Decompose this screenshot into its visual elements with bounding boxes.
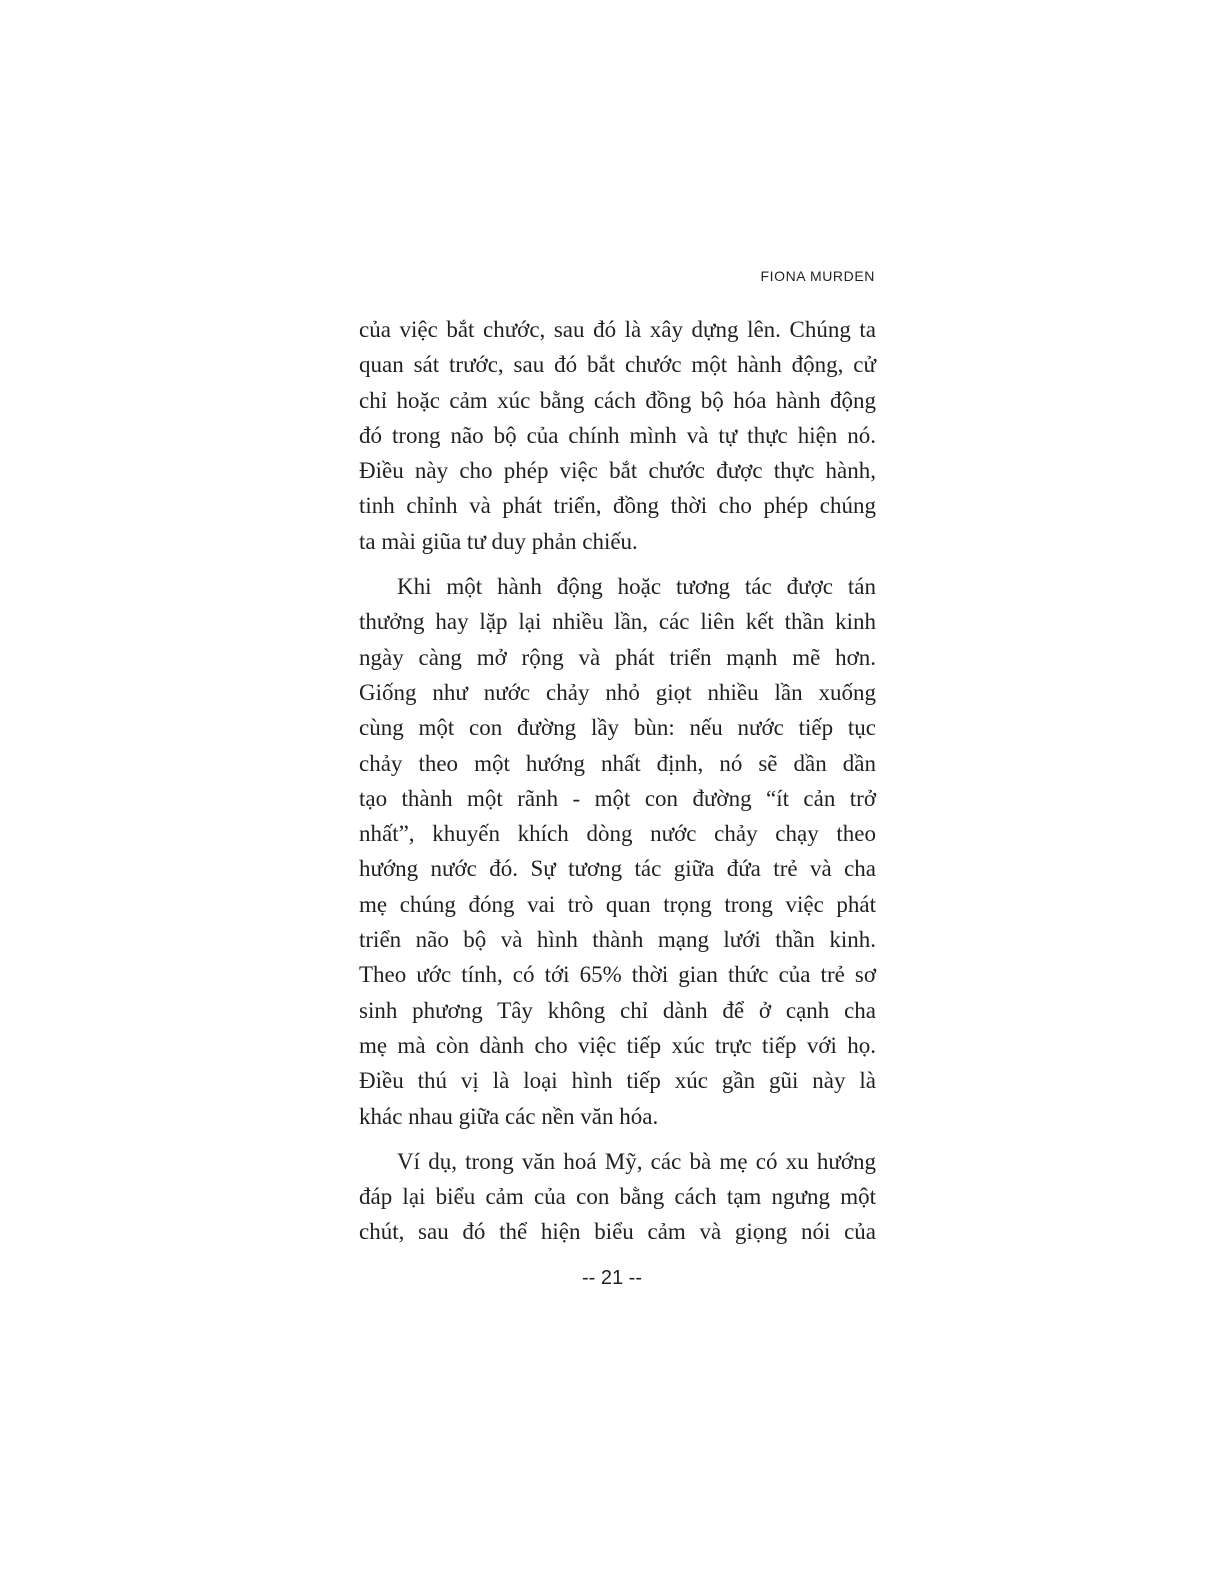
running-header: FIONA MURDEN: [760, 268, 875, 284]
text-line: đó trong não bộ của chính mình và tự thực hiện nó.: [359, 422, 876, 448]
text-line: Điều thú vị là loại hình tiếp xúc gần gũi này là: [359, 1068, 876, 1094]
text-line: hướng nước đó. Sự tương tác giữa đứa trẻ và cha: [359, 856, 876, 882]
text-line: đáp lại biểu cảm của con bằng cách tạm ngưng một: [359, 1184, 876, 1210]
text-line: triển não bộ và hình thành mạng lưới thần kinh.: [359, 927, 876, 953]
text-line: nhất”, khuyến khích dòng nước chảy chạy theo: [359, 821, 876, 847]
text-line: Khi một hành động hoặc tương tác được tán: [397, 574, 876, 600]
text-line: Ví dụ, trong văn hoá Mỹ, các bà mẹ có xu hướng: [397, 1148, 876, 1174]
page-number: -- 21 --: [582, 1267, 642, 1289]
text-line: chỉ hoặc cảm xúc bằng cách đồng bộ hóa hành động: [359, 387, 876, 413]
paragraph: [359, 1144, 876, 1250]
text-line: thưởng hay lặp lại nhiều lần, các liên kết thần kinh: [359, 609, 876, 635]
paragraph: [359, 569, 876, 1134]
text-line: khác nhau giữa các nền văn hóa.: [359, 1103, 659, 1129]
text-line: cùng một con đường lầy bùn: nếu nước tiếp tục: [359, 715, 876, 741]
text-line: Điều này cho phép việc bắt chước được thực hành,: [359, 458, 876, 484]
body-text: [359, 312, 876, 1250]
paragraph: [359, 312, 876, 559]
text-line: sinh phương Tây không chỉ dành để ở cạnh cha: [359, 997, 876, 1023]
text-line: Giống như nước chảy nhỏ giọt nhiều lần xuống: [359, 679, 876, 705]
text-line: của việc bắt chước, sau đó là xây dựng lên. Chúng ta: [359, 317, 876, 342]
text-line: tinh chỉnh và phát triển, đồng thời cho phép chúng: [359, 493, 876, 519]
text-line: quan sát trước, sau đó bắt chước một hành động, cử: [359, 352, 876, 378]
text-line: mẹ mà còn dành cho việc tiếp xúc trực tiếp với họ.: [359, 1032, 876, 1058]
text-line: ta mài giũa tư duy phản chiếu.: [359, 528, 638, 554]
text-line: chảy theo một hướng nhất định, nó sẽ dần dần: [359, 750, 876, 776]
text-line: Theo ước tính, có tới 65% thời gian thức của trẻ sơ: [359, 962, 876, 988]
text-line: ngày càng mở rộng và phát triển mạnh mẽ hơn.: [359, 644, 876, 670]
text-line: chút, sau đó thể hiện biểu cảm và giọng nói của: [359, 1219, 876, 1245]
text-line: tạo thành một rãnh - một con đường “ít cản trở: [359, 785, 876, 811]
text-line: mẹ chúng đóng vai trò quan trọng trong việc phát: [359, 891, 876, 917]
